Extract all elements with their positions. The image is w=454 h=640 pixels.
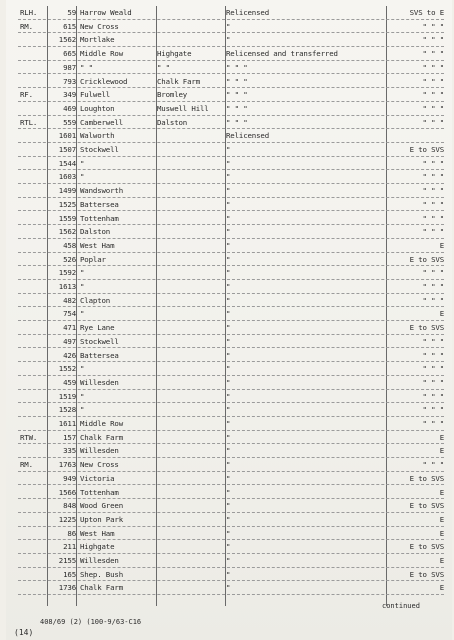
cell-num: 1566	[58, 487, 76, 497]
cell-num: 469	[63, 103, 76, 113]
cell-remark: " " "	[422, 336, 444, 346]
cell-num: 1601	[58, 131, 76, 141]
cell-alt: Chalk Farm	[157, 76, 200, 86]
cell-remark: " " "	[422, 90, 444, 100]
cell-action: " " "	[226, 76, 248, 86]
table-row	[18, 129, 444, 143]
cell-action: "	[226, 227, 231, 237]
cell-action: "	[226, 35, 231, 45]
cell-action: Relicensed	[226, 8, 269, 17]
table-row	[18, 376, 444, 390]
table-row	[18, 335, 444, 349]
cell-name: West Ham	[80, 240, 115, 250]
cell-remark: " " "	[422, 199, 444, 209]
cell-num: 665	[63, 49, 76, 59]
cell-action: "	[226, 405, 231, 415]
ledger-table	[18, 6, 444, 606]
cell-name: New Cross	[80, 460, 119, 470]
cell-remark: " " "	[422, 76, 444, 86]
table-row	[18, 61, 444, 75]
cell-action: "	[226, 501, 231, 511]
cell-name: Loughton	[80, 103, 115, 113]
cell-action: "	[226, 199, 231, 209]
cell-alt: Bromley	[157, 90, 188, 100]
table-row	[18, 170, 444, 184]
cell-action: "	[226, 21, 231, 31]
cell-name: Poplar	[80, 254, 106, 264]
cell-name: Middle Row	[80, 49, 123, 59]
cell-action: "	[226, 419, 231, 428]
cell-name: Battersea	[80, 199, 119, 209]
cell-num: 86	[67, 528, 76, 538]
cell-name: Harrow Weald	[80, 8, 132, 17]
cell-action: "	[226, 336, 231, 346]
cell-name: Cricklewood	[80, 76, 128, 86]
table-row	[18, 266, 444, 280]
cell-action: " " "	[226, 103, 248, 113]
table-row	[18, 225, 444, 239]
cell-name: " "	[80, 62, 93, 72]
cell-action: "	[226, 268, 231, 278]
cell-remark: " " "	[422, 186, 444, 196]
table-row	[18, 239, 444, 253]
cell-remark: E	[439, 446, 444, 456]
table-row	[18, 20, 444, 34]
cell-remark: SVS to E	[409, 8, 444, 17]
cell-remark: " " "	[422, 62, 444, 72]
cell-remark: " " "	[422, 419, 444, 428]
cell-name: "	[80, 158, 85, 168]
cell-remark: E to SVS	[409, 473, 444, 483]
cell-action: "	[226, 145, 231, 154]
cell-action: "	[226, 542, 231, 552]
cell-num: 59	[67, 8, 76, 17]
cell-name: Battersea	[80, 350, 119, 360]
cell-num: 1525	[58, 199, 76, 209]
cell-name: "	[80, 391, 85, 401]
cell-name: Mortlake	[80, 35, 115, 45]
cell-num: 458	[63, 240, 76, 250]
cell-num: 482	[63, 295, 76, 305]
cell-remark: " " "	[422, 268, 444, 278]
cell-name: Highgate	[80, 542, 115, 552]
table-row	[18, 403, 444, 417]
cell-action: " " "	[226, 117, 248, 127]
cell-action: "	[226, 323, 231, 333]
cell-action: "	[226, 350, 231, 360]
cell-action: "	[226, 514, 231, 524]
cell-num: 848	[63, 501, 76, 511]
cell-name: Walworth	[80, 131, 115, 141]
cell-name: Tottenham	[80, 487, 119, 497]
table-row	[18, 499, 444, 513]
cell-num: 349	[63, 90, 76, 100]
cell-remark: E to SVS	[409, 323, 444, 333]
cell-action: "	[226, 528, 231, 538]
cell-remark: " " "	[422, 172, 444, 182]
table-row	[18, 540, 444, 554]
cell-remark: " " "	[422, 35, 444, 45]
cell-name: Clapton	[80, 295, 111, 305]
cell-remark: " " "	[422, 117, 444, 127]
cell-name: Middle Row	[80, 419, 123, 428]
cell-action: "	[226, 295, 231, 305]
cell-num: 1562	[58, 227, 76, 237]
cell-num: 793	[63, 76, 76, 86]
cell-num: 1544	[58, 158, 76, 168]
cell-num: 754	[63, 309, 76, 319]
cell-num: 1559	[58, 213, 76, 223]
cell-action: "	[226, 583, 231, 593]
cell-action: " " "	[226, 90, 248, 100]
table-row	[18, 75, 444, 89]
cell-num: 1562	[58, 35, 76, 45]
table-row	[18, 513, 444, 527]
cell-remark: " " "	[422, 391, 444, 401]
cell-name: Chalk Farm	[80, 432, 123, 442]
cell-num: 1499	[58, 186, 76, 196]
cell-action: "	[226, 254, 231, 264]
cell-remark: E to SVS	[409, 145, 444, 154]
table-row	[18, 349, 444, 363]
document-page	[6, 0, 452, 640]
table-row	[18, 253, 444, 267]
cell-num: 1763	[58, 460, 76, 470]
table-row	[18, 472, 444, 486]
cell-action: Relicensed	[226, 131, 269, 141]
table-row	[18, 444, 444, 458]
cell-remark: " " "	[422, 227, 444, 237]
cell-remark: " " "	[422, 460, 444, 470]
continued-note: continued	[382, 602, 420, 610]
cell-action: "	[226, 556, 231, 565]
cell-num: 1613	[58, 282, 76, 291]
cell-num: 165	[63, 569, 76, 579]
cell-num: 615	[63, 21, 76, 31]
cell-num: 426	[63, 350, 76, 360]
table-row	[18, 568, 444, 582]
table-row	[18, 458, 444, 472]
cell-remark: E	[439, 432, 444, 442]
cell-action: "	[226, 569, 231, 579]
cell-name: Willesden	[80, 446, 119, 456]
table-row	[18, 157, 444, 171]
cell-code: RTL.	[20, 117, 38, 127]
cell-name: Willesden	[80, 556, 119, 565]
table-row	[18, 431, 444, 445]
cell-remark: " " "	[422, 21, 444, 31]
table-row	[18, 486, 444, 500]
cell-action: "	[226, 213, 231, 223]
cell-action: "	[226, 240, 231, 250]
table-row	[18, 390, 444, 404]
cell-name: Wandsworth	[80, 186, 123, 196]
cell-action: "	[226, 172, 231, 182]
cell-remark: " " "	[422, 49, 444, 59]
cell-action: "	[226, 473, 231, 483]
cell-num: 497	[63, 336, 76, 346]
cell-name: Shep. Bush	[80, 569, 123, 579]
table-row	[18, 321, 444, 335]
cell-action: "	[226, 158, 231, 168]
cell-remark: E	[439, 309, 444, 319]
cell-name: Chalk Farm	[80, 583, 123, 593]
cell-alt: Dalston	[157, 117, 188, 127]
table-row	[18, 47, 444, 61]
table-row	[18, 280, 444, 294]
cell-action: "	[226, 487, 231, 497]
cell-name: New Cross	[80, 21, 119, 31]
cell-alt: Muswell Hill	[157, 103, 209, 113]
cell-name: "	[80, 405, 85, 415]
cell-remark: E to SVS	[409, 569, 444, 579]
cell-remark: E	[439, 514, 444, 524]
table-row	[18, 198, 444, 212]
cell-name: Rye Lane	[80, 323, 115, 333]
cell-action: "	[226, 282, 231, 291]
cell-name: Fulwell	[80, 90, 111, 100]
cell-name: "	[80, 364, 85, 374]
cell-code: RLH.	[20, 8, 38, 17]
cell-action: "	[226, 446, 231, 456]
cell-num: 157	[63, 432, 76, 442]
cell-remark: E	[439, 583, 444, 593]
cell-num: 987	[63, 62, 76, 72]
cell-num: 1603	[58, 172, 76, 182]
table-row	[18, 581, 444, 595]
cell-action: "	[226, 364, 231, 374]
cell-name: Wood Green	[80, 501, 123, 511]
cell-action: "	[226, 432, 231, 442]
cell-remark: E to SVS	[409, 254, 444, 264]
table-row	[18, 417, 444, 431]
cell-action: "	[226, 391, 231, 401]
form-reference: 408/69 (2) (100-9/63-C16	[40, 618, 142, 626]
table-row	[18, 294, 444, 308]
cell-remark: " " "	[422, 158, 444, 168]
table-row	[18, 143, 444, 157]
cell-num: 335	[63, 446, 76, 456]
table-row	[18, 33, 444, 47]
cell-name: Victoria	[80, 473, 115, 483]
cell-num: 1507	[58, 145, 76, 154]
cell-name: "	[80, 282, 85, 291]
cell-code: RTW.	[20, 432, 38, 442]
cell-remark: E	[439, 556, 444, 565]
table-row	[18, 527, 444, 541]
cell-code: RF.	[20, 90, 33, 100]
cell-num: 211	[63, 542, 76, 552]
cell-num: 526	[63, 254, 76, 264]
cell-num: 2155	[58, 556, 76, 565]
cell-remark: " " "	[422, 377, 444, 387]
cell-name: Upton Park	[80, 514, 123, 524]
cell-name: West Ham	[80, 528, 115, 538]
cell-num: 1611	[58, 419, 76, 428]
cell-name: Camberwell	[80, 117, 123, 127]
cell-remark: E to SVS	[409, 542, 444, 552]
table-row	[18, 88, 444, 102]
cell-action: "	[226, 460, 231, 470]
cell-remark: " " "	[422, 213, 444, 223]
cell-remark: " " "	[422, 282, 444, 291]
cell-action: Relicensed and transferred	[226, 49, 338, 59]
table-row	[18, 307, 444, 321]
cell-num: 471	[63, 323, 76, 333]
cell-num: 1528	[58, 405, 76, 415]
cell-remark: " " "	[422, 405, 444, 415]
cell-name: "	[80, 268, 85, 278]
cell-code: RM.	[20, 21, 33, 31]
cell-num: 1736	[58, 583, 76, 593]
cell-action: " " "	[226, 62, 248, 72]
cell-name: Dalston	[80, 227, 111, 237]
cell-remark: E to SVS	[409, 501, 444, 511]
cell-num: 1225	[58, 514, 76, 524]
table-row	[18, 116, 444, 130]
cell-alt: Highgate	[157, 49, 192, 59]
cell-num: 949	[63, 473, 76, 483]
cell-remark: " " "	[422, 295, 444, 305]
cell-remark: " " "	[422, 350, 444, 360]
cell-num: 459	[63, 377, 76, 387]
cell-num: 1519	[58, 391, 76, 401]
cell-remark: E	[439, 528, 444, 538]
table-row	[18, 554, 444, 568]
cell-name: Tottenham	[80, 213, 119, 223]
cell-alt: " "	[157, 62, 170, 72]
cell-num: 1592	[58, 268, 76, 278]
cell-name: "	[80, 309, 85, 319]
cell-name: "	[80, 172, 85, 182]
table-row	[18, 184, 444, 198]
table-row	[18, 6, 444, 20]
cell-remark: E	[439, 240, 444, 250]
cell-name: Willesden	[80, 377, 119, 387]
page-number: (14)	[14, 628, 34, 637]
cell-num: 559	[63, 117, 76, 127]
table-row	[18, 362, 444, 376]
table-row	[18, 212, 444, 226]
cell-code: RM.	[20, 460, 33, 470]
cell-name: Stockwell	[80, 336, 119, 346]
cell-action: "	[226, 186, 231, 196]
cell-action: "	[226, 309, 231, 319]
cell-remark: E	[439, 487, 444, 497]
cell-remark: " " "	[422, 103, 444, 113]
cell-num: 1552	[58, 364, 76, 374]
cell-action: "	[226, 377, 231, 387]
cell-remark: " " "	[422, 364, 444, 374]
cell-name: Stockwell	[80, 145, 119, 154]
table-row	[18, 102, 444, 116]
